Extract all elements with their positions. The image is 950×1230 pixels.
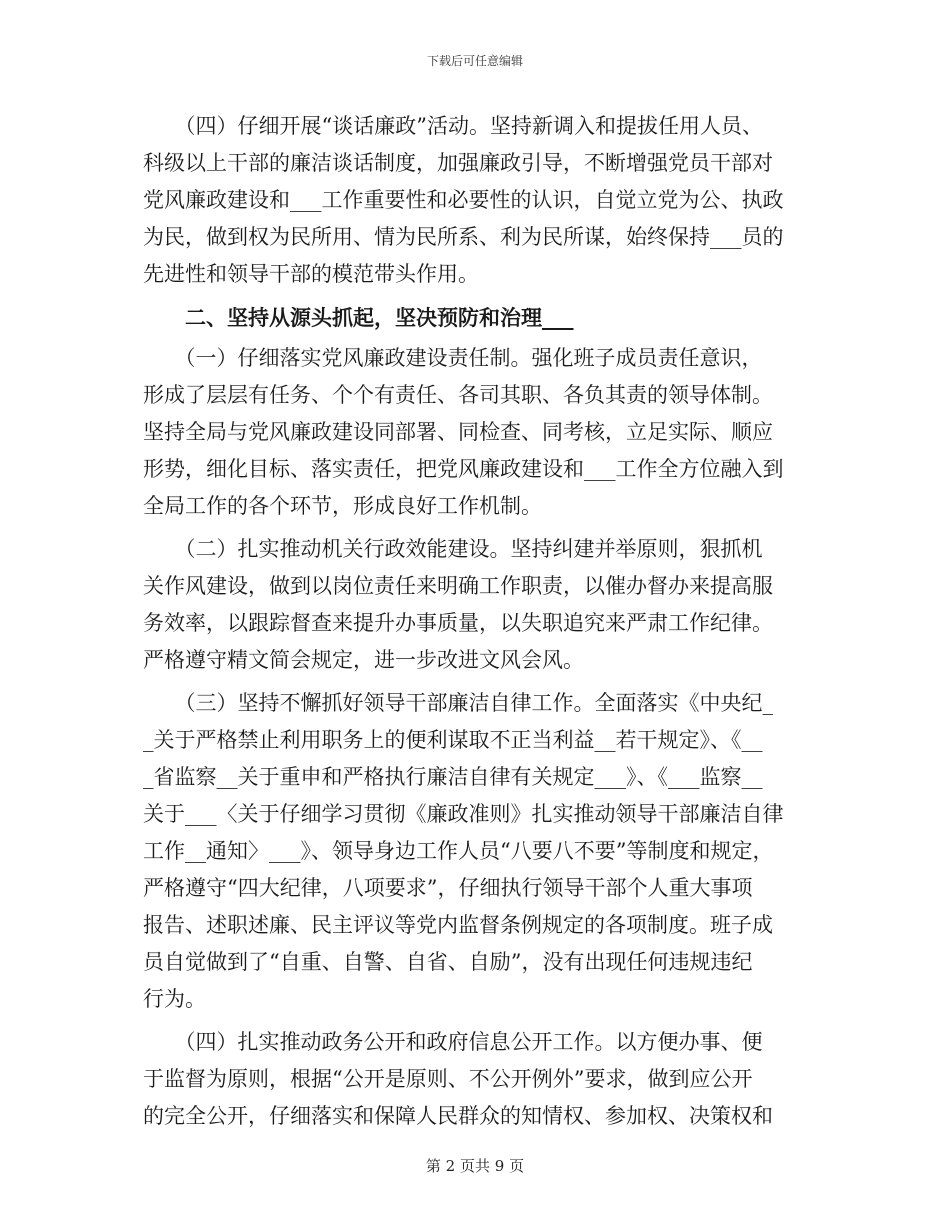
- paragraph-talk-integrity: （四）仔细开展“谈话廉政”活动。坚持新调入和提拔任用人员、 科级以上干部的廉洁谈话制度，加强廉政引导，不断增强党员干部对 党风廉政建设和___工作重要性和必要性的认识，自觉立党为公、执政 为民，做到权为民所用、情为民所系、利为民所谋，始终保持___员的 先进性和领导干部的模范带头作用。: [143, 114, 784, 286]
- document-body: [143, 108, 823, 1135]
- paragraph-responsibility-system: （一）仔细落实党风廉政建设责任制。强化班子成员责任意识， 形成了层层有任务、个个有责任、各司其职、各负其责的领导体制。 坚持全局与党风廉政建设同部署、同检查、同考核，立足实际、顺应 形势，细化目标、落实责任，把党风廉政建设和___工作全方位融入到 全局工作的各个环节，形成良好工作机制。: [143, 346, 784, 518]
- page-header: 下载后可任意编辑: [426, 54, 523, 68]
- paragraph-government-affairs-disclosure: （四）扎实推动政务公开和政府信息公开工作。以方便办事、便 于监督为原则，根据“公开是原则、不公开例外”要求，做到应公开 的完全公开，仔细落实和保障人民群众的知情权、参加权、决策权和: [143, 1030, 773, 1128]
- page-footer-pagination: 第 2 页共 9 页: [425, 1157, 525, 1175]
- paragraph-efficiency-building: （二）扎实推动机关行政效能建设。坚持纠建并举原则，狠抓机 关作风建设，做到以岗位责任来明确工作职责，以催办督办来提高服 务效率，以跟踪督查来提升办事质量，以失职追究来严肃工作纪律。 严格遵守精文简会规定，进一步改进文风会风。: [143, 537, 773, 672]
- section-heading-2: 二、坚持从源头抓起，坚决预防和治理___: [143, 305, 574, 330]
- paragraph-self-discipline: （三）坚持不懈抓好领导干部廉洁自律工作。全面落实《中央纪_ _关于严格禁止利用职务上的便利谋取不正当利益__若干规定》、《__ _省监察__关于重申和严格执行廉洁自律有关规定___》、《___监察__ 关于___〈关于仔细学习贯彻《廉政准则》扎实推动领导干部廉洁自律 工作__通知〉___》、领导身边工作人员“八要八不要”等制度和规定， 严格遵守“四大纪律，八项要求”，仔细执行领导干部个人重大事项 报告、述职述廉、民主评议等党内监督条例规定的各项制度。班子成 员自觉做到了“自重、自警、自省、自励”，没有出现任何违规违纪 行为。: [143, 691, 784, 1011]
